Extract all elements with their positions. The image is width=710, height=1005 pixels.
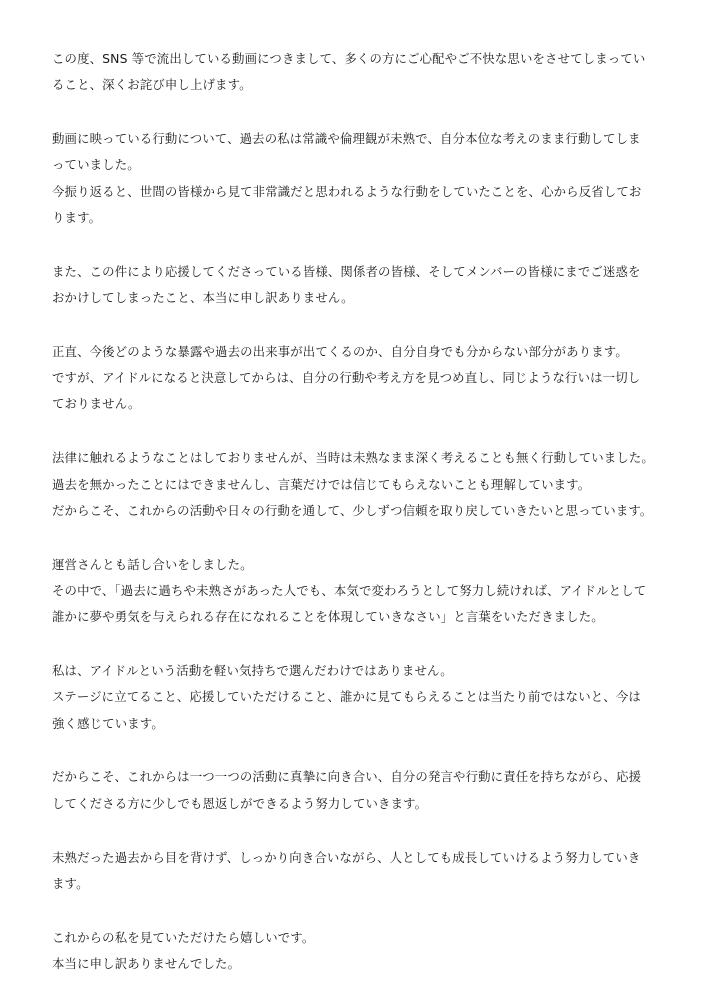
paragraph-9 [52,845,662,898]
text-line: だからこそ、これからは一つ一つの活動に真摯に向き合い、自分の発言や行動に責任を持ちながら、応援 [52,769,642,785]
text-line: 動画に映っている行動について、過去の私は常識や倫理観が未熟で、自分本位な考えのまま行動してしま [52,131,641,147]
text-line: ておりません。 [52,396,141,412]
text-line: おかけしてしまったこと、本当に申し訳ありません。 [52,290,354,306]
text-line: 強く感じています。 [52,715,164,731]
text-line: 私は、アイドルという活動を軽い気持ちで選んだわけではありません。 [52,663,453,679]
paragraph-4 [52,339,662,418]
paragraph-7 [52,658,662,737]
paragraph-5 [52,445,662,524]
paragraph-3 [52,259,662,312]
text-line: この度、SNS 等で流出している動画につきまして、多くの方にご心配やご不快な思いをさせてしまってい [52,51,646,66]
text-line: これからの私を見ていただけたら嬉しいです。 [52,929,315,945]
text-line: ですが、アイドルになると決意してからは、自分の行動や考え方を見つめ直し、同じような行いは一切し [52,370,641,386]
text-line: 正直、今後どのような暴露や過去の出来事が出てくるのか、自分自身でも分からない部分があります。 [52,343,628,359]
text-line: 本当に申し訳ありませんでした。 [52,955,241,971]
text-line: その中で、「過去に過ちや未熟さがあった人でも、本気で変わろうとして努力し続ければ、アイドルとして [52,582,647,598]
text-line: ます。 [52,875,89,891]
text-line: ります。 [52,209,102,225]
paragraph-8 [52,764,662,817]
text-line: ステージに立てること、応援していただけること、誰かに見てもらえることは当たり前ではないと、今は [52,689,641,705]
paragraph-2 [52,126,662,231]
text-line: また、この件により応援してくださっている皆様、関係者の皆様、そしてメンバーの皆様にまでご迷惑を [52,263,641,279]
text-line: 運営さんとも話し合いをしました。 [52,556,253,572]
paragraph-10 [52,925,662,978]
text-line: してくださる方に少しでも恩返しができるよう努力していきます。 [52,795,428,811]
text-line: 今振り返ると、世間の皆様から見て非常識だと思われるような行動をしていたことを、心から反省してお [52,183,642,199]
text-line: 未熟だった過去から目を背けず、しっかり向き合いながら、人としても成長していけるよう努力していき [52,849,641,865]
text-line: っていました。 [52,157,140,173]
text-line: 法律に触れるようなことはしておりませんが、当時は未熟なまま深く考えることも無く行動していました。 [52,450,654,466]
text-line: ること、深くお詫び申し上げます。 [52,77,252,93]
text-line: 過去を無かったことにはできませんし、言葉だけでは信じてもらえないことも理解しています。 [52,476,591,492]
paragraph-1 [52,46,662,99]
text-line: 誰かに夢や勇気を与えられる存在になれることを体現していきなさい」と言葉をいただきました。 [52,609,604,625]
paragraph-6 [52,552,662,631]
apology-statement [52,46,662,1005]
text-line: だからこそ、これからの活動や日々の行動を通して、少しずつ信頼を取り戻していきたいと思っています。 [52,502,653,518]
